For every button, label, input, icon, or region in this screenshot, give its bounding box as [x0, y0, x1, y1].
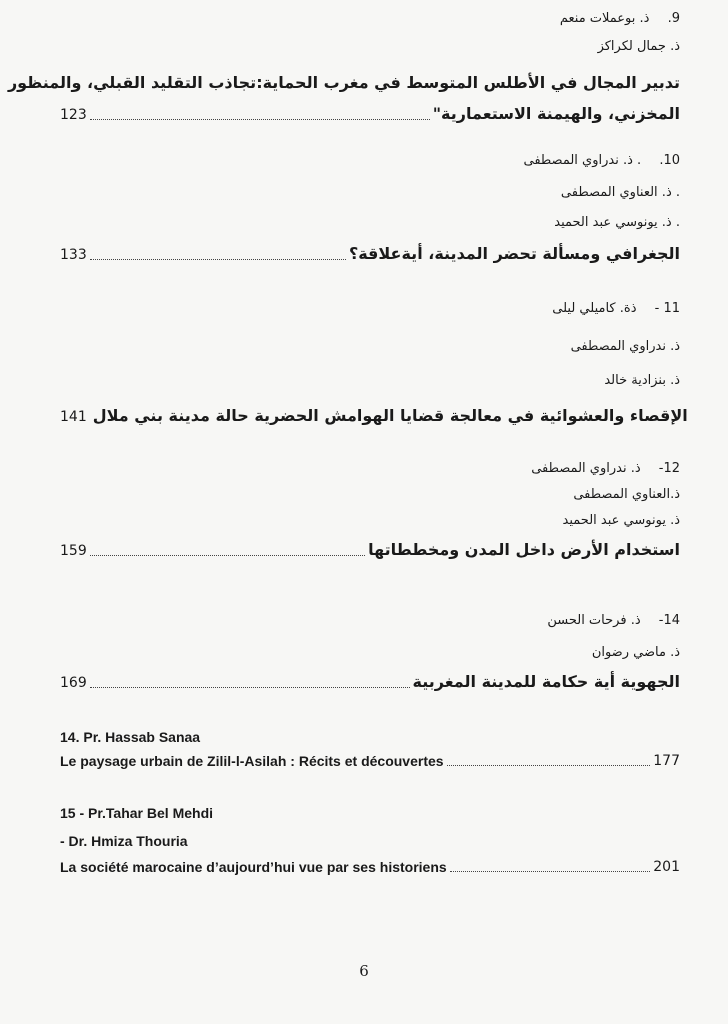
dot-leader [90, 258, 346, 260]
entry-10-author-3 [554, 214, 680, 232]
entry-title: La société marocaine d’aujourd’hui vue par ses historiens [60, 859, 447, 875]
dot-leader [90, 554, 365, 556]
entry-9-title-line-1: تدبير المجال في الأطلس المتوسط في مغرب الحماية:تجاذب التقليد القبلي، والمنظور [7, 73, 680, 92]
author-name: ذ. بنزادية خالد [604, 373, 680, 388]
entry-title: المخزني، والهيمنة الاستعمارية" [432, 104, 680, 123]
page-ref: 123 [60, 107, 87, 123]
entry-12-author-3 [563, 512, 680, 530]
author-name: . ذ. يونوسي عبد الحميد [554, 215, 680, 230]
entry-11-author-3 [604, 372, 680, 390]
fr-entry-2-author-2: - Dr. Hmiza Thouria [60, 833, 188, 849]
entry-11-title [60, 406, 688, 426]
page-ref: 141 [60, 409, 87, 425]
entry-11-author-2 [571, 338, 680, 356]
entry-title: استخدام الأرض داخل المدن ومخططاتها [368, 540, 680, 559]
entry-number: - 11 [654, 301, 680, 316]
author-name: ذة. كاميلي ليلى [552, 301, 637, 316]
entry-14-author-2 [592, 644, 680, 662]
page-number: 6 [359, 962, 369, 980]
page-ref: 201 [653, 859, 680, 875]
entry-9-author-1 [560, 10, 680, 28]
author-name: ذ. ندراوي المصطفى [570, 339, 680, 354]
entry-number: .10 [659, 153, 680, 168]
author-name: . ذ. ندراوي المصطفى [523, 153, 642, 168]
fr-entry-1-title [60, 750, 680, 770]
page-ref: 177 [653, 753, 680, 769]
entry-number: -14 [658, 613, 680, 628]
entry-12-author-1 [531, 460, 680, 478]
dot-leader [90, 118, 430, 120]
author-name: ذ.العناوي المصطفى [573, 487, 680, 502]
author-name: . ذ. العناوي المصطفى [560, 185, 680, 200]
author-name: ذ. جمال لكراكز [597, 39, 680, 54]
author-name: ذ. فرحات الحسن [547, 613, 641, 628]
entry-title: الجهوية أية حكامة للمدينة المغربية [412, 672, 680, 691]
fr-entry-2-author-1: 15 - Pr.Tahar Bel Mehdi [60, 805, 214, 821]
entry-number: -12 [658, 461, 680, 476]
author-name: ذ. بوعملات منعم [559, 11, 650, 26]
dot-leader [447, 764, 651, 766]
entry-title: الإقصاء والعشوائية في معالجة قضايا الهوامش الحضرية حالة مدينة بني ملال [92, 406, 688, 425]
page-ref: 169 [60, 675, 87, 691]
author-name: ذ. يونوسي عبد الحميد [562, 513, 680, 528]
page-ref: 159 [60, 543, 87, 559]
entry-12-author-2 [573, 486, 680, 504]
entry-10-author-2 [561, 184, 680, 202]
fr-entry-2-title [60, 856, 680, 876]
dot-leader [90, 686, 410, 688]
entry-9-title-line-2 [60, 104, 680, 124]
entry-11-author-1 [552, 300, 680, 318]
entry-number: .9 [667, 11, 680, 26]
entry-title: الجغرافي ومسألة تحضر المدينة، أيةعلاقة؟ [348, 244, 680, 263]
entry-14-author-1 [547, 612, 680, 630]
fr-entry-1-author-1: 14. Pr. Hassab Sanaa [60, 729, 201, 745]
entry-10-author-1 [523, 152, 680, 170]
author-name: ذ. ماضي رضوان [591, 645, 680, 660]
entry-10-title [60, 244, 680, 264]
page-ref: 133 [60, 247, 87, 263]
entry-9-author-2 [598, 38, 680, 56]
entry-title: Le paysage urbain de Zilil-l-Asilah : Récits et découvertes [60, 753, 444, 769]
entry-12-title [60, 540, 680, 560]
dot-leader [450, 870, 651, 872]
author-name: ذ. ندراوي المصطفى [531, 461, 641, 476]
entry-14-title [60, 672, 680, 692]
